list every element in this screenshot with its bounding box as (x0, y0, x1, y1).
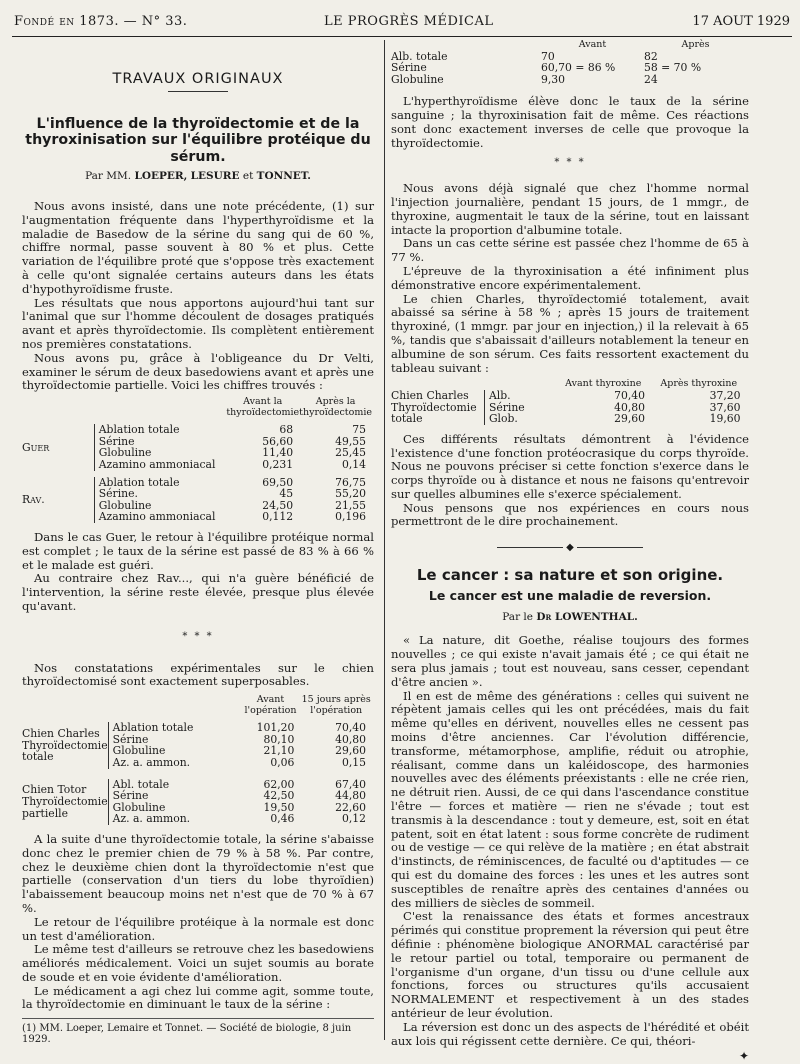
data-table-dogs (22, 695, 372, 825)
column-divider (384, 40, 385, 1040)
page-end-ornament: ✦ (738, 1049, 749, 1064)
column-header: Après la thyroïdectomie (299, 396, 372, 418)
row-label: Globuline (391, 72, 444, 86)
author-lowenthal: Dr LOWENTHAL. (536, 610, 638, 623)
separator-ornament: ◆ (566, 542, 574, 554)
row-label: Ablation totale (108, 722, 240, 734)
header-rule (12, 36, 792, 37)
paragraph: Nous avons déjà signalé que chez l'homme normal l'injection journalière, pendant 15 jours, de 1 mmgr., de thyroxine, augmentait le taux de la sérine, tout en laissant intacte la proportion d'albumine totale. (391, 181, 749, 237)
separator-rule (497, 547, 563, 548)
column-header: Avant thyroxine (565, 378, 642, 390)
row-label: Azamino ammoniacal (94, 511, 226, 523)
row-label: Sérine (484, 402, 555, 414)
section-asterism: * * * (554, 157, 586, 169)
cell-value: 0,14 (341, 458, 366, 472)
footnote: (1) MM. Loeper, Lemaire et Tonnet. — Société de biologie, 8 juin 1929. (22, 1018, 374, 1045)
right-column (391, 40, 749, 1064)
author-tonnet: TONNET. (256, 170, 311, 183)
author-loeper: LOEPER, (134, 170, 188, 183)
cell-value: 75 (352, 423, 366, 437)
row-label: Alb. totale (391, 49, 448, 63)
cell-value: 19,50 (263, 800, 295, 814)
authors-prefix: Par MM. (85, 170, 132, 183)
cell-value: 0,15 (341, 755, 366, 769)
founding-issue: Fondé en 1873. — N° 33. (14, 14, 188, 29)
paragraph: L'hyperthyroïdisme élève donc le taux de la sérine sanguine ; la thyroxinisation fait de même. Ces réactions sont donc exactement inverses de celle que provoque la thyroïdectomie. (391, 94, 749, 150)
article-authors (22, 170, 374, 184)
cell-value: 25,45 (335, 446, 366, 460)
cell-value: 21,55 (335, 498, 366, 512)
row-label: Azamino ammoniacal (94, 459, 226, 471)
cell-value: 37,20 (709, 388, 741, 402)
cell-value: 0,112 (262, 510, 294, 524)
row-label: Globuline (108, 802, 240, 814)
row-label: Az. a. ammon. (108, 813, 240, 825)
paragraph: C'est la renaissance des états et formes ancestraux périmés qui constitue proprement la réversion qui peut être définie : phénomène biologique ANORMAL caractérisé par le retour partiel ou total, temporaire ou permanent de l'organisme d'un organe, d'un tissu ou d'une cellule aux fonctions, forces ou structures qu'ils accusaient NORMALEMENT et respectivement à un des stades antérieur de leur évolution. (391, 909, 749, 1020)
section-rule (168, 91, 228, 92)
cell-value: 29,60 (614, 412, 645, 426)
dog-name: Chien Totor Thyroïdectomie partielle (22, 783, 108, 820)
cell-value: 68 (279, 423, 294, 437)
dog-name: Chien Charles Thyroïdectomie totale (22, 726, 108, 764)
patient-name: Guer (22, 440, 50, 454)
cell-value: 24,50 (262, 498, 294, 512)
row-label: Sérine. (94, 488, 226, 500)
left-column (22, 40, 374, 1045)
cell-value: 0,12 (341, 812, 366, 826)
cell-value: 40,80 (335, 732, 366, 746)
cell-value: 70,40 (614, 388, 645, 402)
paragraph: « La nature, dit Goethe, réalise toujours des formes nouvelles ; ce qui existe n'avait jamais été ; ce qui était ne sera plus jamais ; tout est nouveau, sans cesser, cependant d'être ancien ». (391, 633, 749, 689)
cell-value: 76,75 (335, 475, 366, 489)
cell-value: 0,06 (270, 755, 295, 769)
column-header: Avant (578, 39, 607, 50)
column-header: Avant l'opération (244, 694, 297, 716)
author-prefix: Par le (502, 610, 534, 623)
row-label: Abl. totale (108, 779, 240, 791)
row-label: Ablation totale (94, 424, 226, 436)
running-header (14, 14, 790, 32)
paragraph: Les résultats que nous apportons aujourd'hui tant sur l'animal que sur l'homme découlent de dosages pratiqués avant et après thyroïdectomie. Ils complètent entièrement nos premières constatations. (22, 295, 374, 352)
authors-join: et (242, 170, 254, 183)
article-author (391, 611, 749, 625)
paragraph: Le médicament a agi chez lui comme agit, somme toute, la thyroïdectomie en diminuant le taux de la sérine : (22, 983, 374, 1012)
cell-value: 0,196 (335, 510, 366, 524)
cell-value: 0,46 (270, 812, 295, 826)
paragraph: Au contraire chez Rav..., qui n'a guère bénéficié de l'intervention, la sérine reste élevée, presque plus élevée qu'avant. (22, 571, 374, 613)
column-header: Après (681, 39, 710, 50)
row-label: Sérine (108, 790, 240, 802)
column-header: Après thyroxine (660, 378, 738, 390)
cell-value: 29,60 (335, 744, 366, 758)
paragraph: Le chien Charles, thyroïdectomié totalement, avait abaissé sa sérine à 58 % ; après 15 jours de traitement thyroxiné, (1 mmgr. par jour en injection,) il la relevait à 65 %, tandis que s'abaissait d'ailleurs notablement la teneur en albumine de son sérum. Ces faits ressortent exactement du tableau suivant : (391, 291, 749, 375)
row-label: Ablation totale (94, 477, 226, 489)
article-subtitle: Le cancer est une maladie de reversion. (428, 587, 712, 603)
paragraph: Il en est de même des générations : celles qui suivent ne répètent jamais celles qui les ont précédées, mais du fait même qu'elles en dérivent, nouvelles elles ne cessent pas moins d'être anciennes. Car l'évolution différencie, transforme, métamorphose, amplifie, réduit ou atrophie, réalisant, comme dans un kaléidoscope, des harmonies nouvelles avec des éléments préexistants : elle ne crée rien, ne détruit rien. Aussi, de ce qui dans l'ascendance constitue l'être — forces et matière — rien ne s'évade ; tout est transmis à la descendance : tout y demeure, est, soit en état patent, soit en état latent : sous forme concrète de rudiment ou de vestige — ce qui relève de la matière ; en état abstrait d'instincts, de réminiscences, de faculté ou d'aptitudes — ce qui est du domaine des forces : les unes et les autres sont susceptibles de renaître après des centaines d'années ou des milliers de siècles de sommeil. (391, 688, 749, 910)
cell-value: 80,10 (263, 732, 295, 746)
section-title: TRAVAUX ORIGINAUX (112, 71, 284, 87)
row-label: Sérine (94, 436, 226, 448)
column-header: 15 jours après l'opération (301, 694, 371, 716)
cell-value: 67,40 (335, 777, 366, 791)
cell-value: 9,30 (541, 72, 566, 86)
cell-value: 58 = 70 % (644, 61, 702, 75)
row-label: Sérine (108, 734, 240, 746)
row-label: Az. a. ammon. (108, 757, 240, 769)
paragraph: Nous pensons que nos expériences en cours nous permettront de le dire prochainement. (391, 500, 749, 529)
cell-value: 44,80 (335, 789, 366, 803)
journal-name: LE PROGRÈS MÉDICAL (324, 14, 494, 29)
column-header: Avant la thyroïdectomie (226, 396, 300, 418)
data-table-basedowiens (22, 397, 372, 523)
paragraph: A la suite d'une thyroïdectomie totale, la sérine s'abaisse donc chez le premier chien de 79 % à 58 %. Par contre, chez le deuxième chien dont la thyroïdectomie n'est que partielle (conservation d'un tiers du lobe thyroïdien) l'abaissement beaucoup moins net n'est que de 70 % à 67 %. (22, 831, 374, 915)
paragraph: L'épreuve de la thyroxinisation a été infiniment plus démonstrative encore expérimentalement. (391, 264, 749, 292)
cell-value: 101,20 (256, 721, 295, 735)
dog-name: Chien Charles Thyroïdectomie totale (391, 388, 477, 426)
cell-value: 49,55 (335, 434, 366, 448)
article-separator (391, 541, 749, 555)
cell-value: 11,40 (262, 446, 294, 460)
row-label: Globuline (108, 745, 240, 757)
cell-value: 22,60 (335, 800, 366, 814)
cell-value: 0,231 (262, 458, 294, 472)
paragraph: Dans le cas Guer, le retour à l'équilibre protéique normal est complet ; le taux de la sérine est passé de 83 % à 66 % et le malade est guéri. (22, 530, 374, 572)
cell-value: 69,50 (262, 475, 294, 489)
row-label: Glob. (484, 413, 555, 425)
row-label: Alb. (484, 390, 555, 402)
data-table-borate (391, 40, 747, 85)
separator-rule (577, 547, 643, 548)
cell-value: 70 (541, 49, 555, 63)
paragraph: La réversion est donc un des aspects de l'hérédité et obéit aux lois qui régissent cette dernière. Ce qui, théori- (391, 1019, 749, 1048)
cell-value: 70,40 (335, 721, 366, 735)
row-label: Sérine (391, 61, 427, 75)
article-title: L'influence de la thyroïdectomie et de la thyroxinisation sur l'équilibre protéique du sérum. (25, 115, 371, 165)
cell-value: 21,10 (263, 744, 295, 758)
cell-value: 40,80 (614, 400, 645, 414)
paragraph: Nos constatations expérimentales sur le chien thyroïdectomisé sont exactement superposables. (22, 660, 374, 689)
article-title: Le cancer : sa nature et son origine. (416, 566, 724, 585)
author-lesure: LESURE (190, 170, 240, 183)
paragraph: Dans un cas cette sérine est passée chez l'homme de 65 à 77 %. (391, 236, 749, 265)
cell-value: 55,20 (335, 487, 366, 501)
cell-value: 45 (279, 487, 294, 501)
section-asterism: * * * (182, 630, 214, 642)
row-label: Globuline (94, 500, 226, 512)
cell-value: 62,00 (263, 777, 295, 791)
data-table-thyroxine (391, 379, 747, 424)
paragraph: Ces différents résultats démontrent à l'évidence l'existence d'une fonction protéocrasique du corps thyroïde. Nous ne pouvons préciser si cette fonction s'exerce dans le corps thyroïde ou à distance et nous ne faisons qu'entrevoir sur quelles albumines elle s'exerce spécialement. (391, 431, 749, 501)
cell-value: 56,60 (262, 434, 294, 448)
paragraph: Nous avons insisté, dans une note précédente, (1) sur l'augmentation fréquente dans l'hyperthyroïdisme et la maladie de Basedow de la sérine du sang qui de 60 %, chiffre normal, passe souvent à 80 % et plus. Cette variation de l'équilibre proté que s'oppose très exactement à celle qu'ont signalée certains auteurs dans les états d'hypothyroïdisme fruste. (22, 199, 374, 296)
cell-value: 60,70 = 86 % (541, 61, 616, 75)
row-label: Globuline (94, 447, 226, 459)
cell-value: 37,60 (709, 400, 741, 414)
cell-value: 24 (644, 72, 658, 86)
paragraph: Le retour de l'équilibre protéique à la normale est donc un test d'amélioration. (22, 914, 374, 943)
cell-value: 42,50 (263, 789, 295, 803)
issue-date: 17 AOUT 1929 (692, 14, 790, 29)
patient-name: Rav. (22, 493, 45, 507)
paragraph: Le même test d'ailleurs se retrouve chez les basedowiens améliorés médicalement. Voici un sujet soumis au borate de soude et en voie évidente d'amélioration. (22, 942, 374, 984)
cell-value: 19,60 (709, 412, 741, 426)
cell-value: 82 (644, 49, 658, 63)
paragraph: Nous avons pu, grâce à l'obligeance du Dr Velti, examiner le sérum de deux basedowiens avant et après une thyroïdectomie partielle. Voici les chiffres trouvés : (22, 350, 374, 393)
